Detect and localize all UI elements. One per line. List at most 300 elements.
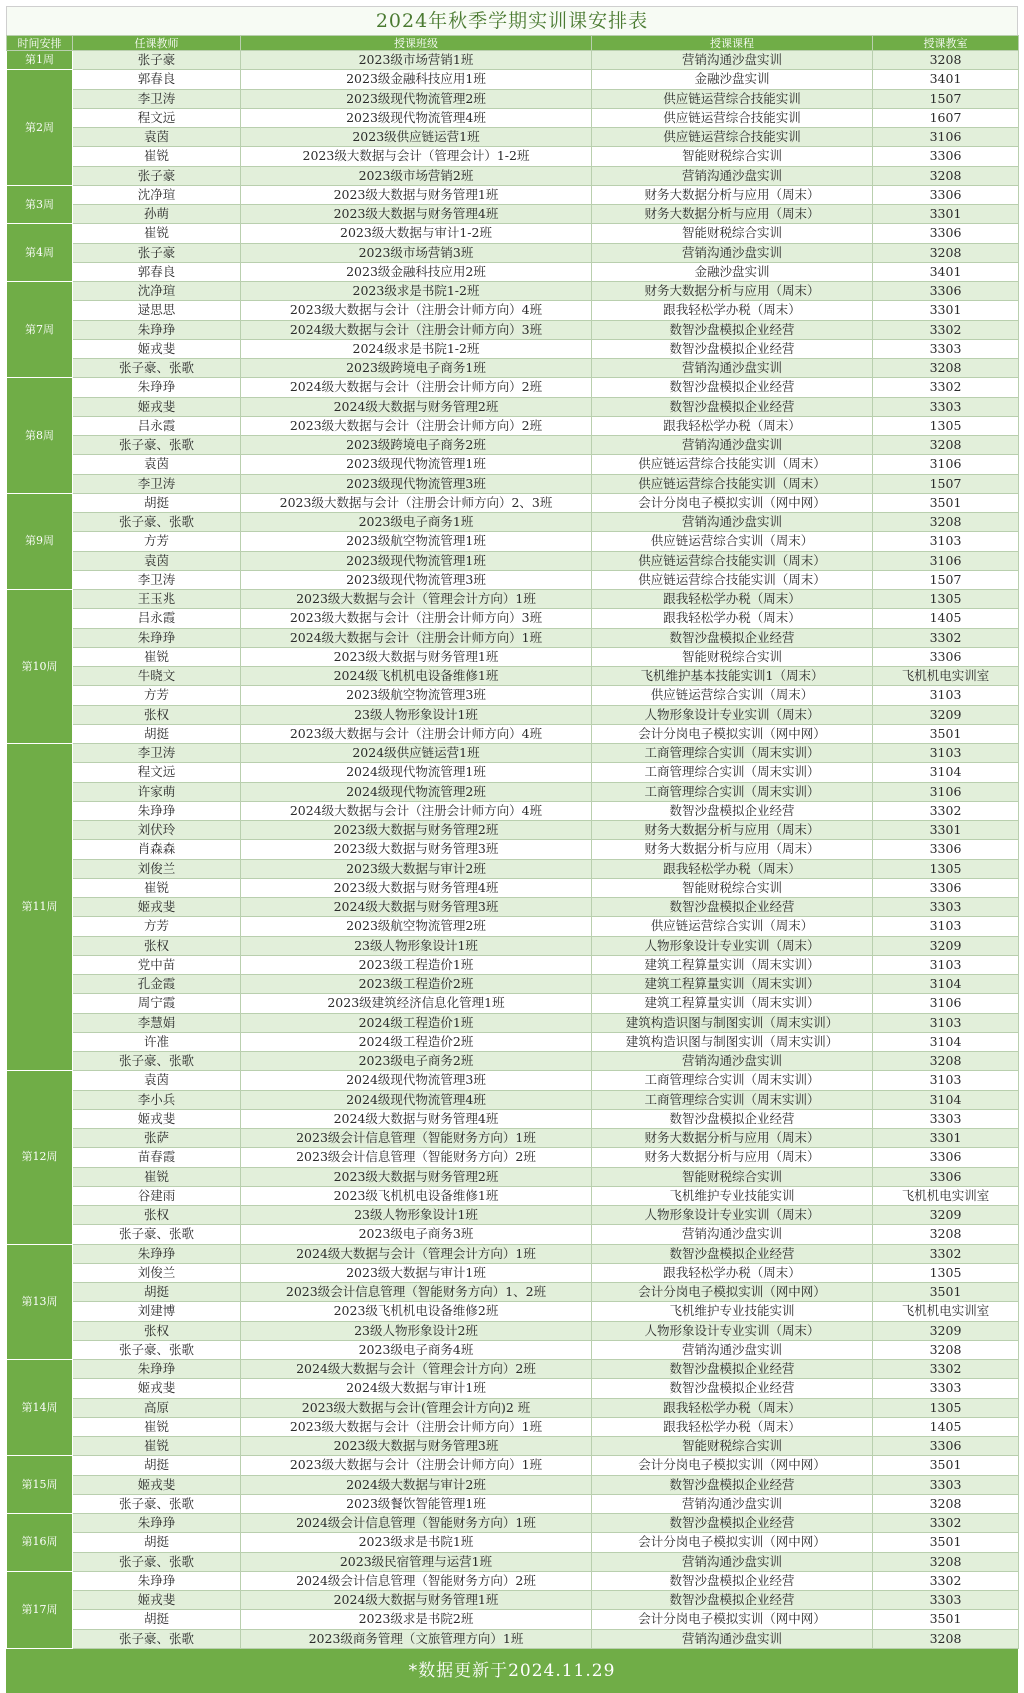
table-row [7,166,1019,185]
course-cell: 财务大数据分析与应用（周末） [592,1129,873,1148]
class-cell: 2023级金融科技应用1班 [241,70,592,89]
class-cell: 2023级现代物流管理3班 [241,474,592,493]
room-cell: 3302 [873,320,1019,339]
course-cell: 数智沙盘模拟企业经营 [592,1109,873,1128]
course-cell: 智能财税综合实训 [592,1167,873,1186]
table-row [7,724,1019,743]
teacher-cell: 崔锐 [73,1417,241,1436]
class-cell: 2023级大数据与会计（管理会计）1-2班 [241,147,592,166]
class-cell: 2023级大数据与会计（注册会计师方向）1班 [241,1417,592,1436]
room-cell: 3302 [873,378,1019,397]
room-cell: 3306 [873,1167,1019,1186]
table-row [7,1437,1019,1456]
class-cell: 2023级大数据与会计（注册会计师方向）2、3班 [241,493,592,512]
class-cell: 2024级会计信息管理（智能财务方向）2班 [241,1571,592,1590]
room-cell: 1507 [873,570,1019,589]
course-cell: 供应链运营综合技能实训（周末） [592,455,873,474]
class-cell: 2024级大数据与财务管理2班 [241,397,592,416]
table-row [7,1013,1019,1032]
table-row [7,782,1019,801]
week-cell: 第2周 [7,70,73,186]
class-cell: 2024级大数据与财务管理4班 [241,1109,592,1128]
room-cell: 3501 [873,1456,1019,1475]
table-row [7,301,1019,320]
class-cell: 2023级现代物流管理4班 [241,108,592,127]
room-cell: 1405 [873,609,1019,628]
table-row [7,378,1019,397]
course-cell: 数智沙盘模拟企业经营 [592,1514,873,1533]
table-row [7,89,1019,108]
room-cell: 飞机机电实训室 [873,1186,1019,1205]
course-cell: 跟我轻松学办税（周末） [592,1398,873,1417]
table-header-row [7,36,1019,51]
teacher-cell: 姬戎斐 [73,1475,241,1494]
class-cell: 2024级大数据与会计（注册会计师方向）1班 [241,628,592,647]
teacher-cell: 孔金霞 [73,975,241,994]
class-cell: 2023级跨境电子商务2班 [241,436,592,455]
teacher-cell: 郭春良 [73,262,241,281]
teacher-cell: 朱琤琤 [73,1571,241,1590]
table-row [7,185,1019,204]
course-cell: 数智沙盘模拟企业经营 [592,1360,873,1379]
class-cell: 2023级大数据与会计（注册会计师方向）2班 [241,416,592,435]
class-cell: 2023级市场营销2班 [241,166,592,185]
room-cell: 3302 [873,1571,1019,1590]
class-cell: 2023级工程造价2班 [241,975,592,994]
course-cell: 财务大数据分析与应用（周末） [592,1148,873,1167]
room-cell: 1607 [873,108,1019,127]
class-cell: 2023级现代物流管理1班 [241,551,592,570]
table-row [7,955,1019,974]
class-cell: 2023级飞机机电设备维修1班 [241,1186,592,1205]
table-row [7,455,1019,474]
course-cell: 财务大数据分析与应用（周末） [592,185,873,204]
course-cell: 供应链运营综合技能实训（周末） [592,570,873,589]
class-cell: 2023级飞机机电设备维修2班 [241,1302,592,1321]
course-cell: 数智沙盘模拟企业经营 [592,1591,873,1610]
table-row [7,647,1019,666]
class-cell: 2023级大数据与财务管理4班 [241,205,592,224]
course-cell: 智能财税综合实训 [592,224,873,243]
table-row [7,1071,1019,1090]
table-row [7,1514,1019,1533]
room-cell: 3301 [873,301,1019,320]
teacher-cell: 崔锐 [73,224,241,243]
table-row [7,1052,1019,1071]
class-cell: 2024级供应链运营1班 [241,744,592,763]
room-cell: 1305 [873,1263,1019,1282]
room-cell: 3303 [873,1591,1019,1610]
course-cell: 跟我轻松学办税（周末） [592,859,873,878]
room-cell: 3303 [873,1475,1019,1494]
class-cell: 2024级大数据与财务管理1班 [241,1591,592,1610]
course-cell: 营销沟通沙盘实训 [592,1494,873,1513]
teacher-cell: 肖森森 [73,840,241,859]
room-cell: 3208 [873,51,1019,70]
class-cell: 2023级会计信息管理（智能财务方向）1、2班 [241,1283,592,1302]
teacher-cell: 周宁霞 [73,994,241,1013]
course-cell: 人物形象设计专业实训（周末） [592,1206,873,1225]
room-cell: 3401 [873,70,1019,89]
teacher-cell: 胡挺 [73,1533,241,1552]
room-cell: 1305 [873,1398,1019,1417]
course-cell: 营销沟通沙盘实训 [592,243,873,262]
teacher-cell: 党中苗 [73,955,241,974]
room-cell: 3306 [873,840,1019,859]
table-row [7,1032,1019,1051]
class-cell: 23级人物形象设计1班 [241,936,592,955]
table-row [7,570,1019,589]
table-row [7,1494,1019,1513]
teacher-cell: 张权 [73,1206,241,1225]
class-cell: 2023级跨境电子商务1班 [241,359,592,378]
room-cell: 3104 [873,975,1019,994]
course-cell: 建筑工程算量实训（周末实训） [592,994,873,1013]
table-row [7,513,1019,532]
room-cell: 3106 [873,455,1019,474]
class-cell: 2023级大数据与会计（注册会计师方向）1班 [241,1456,592,1475]
table-row [7,1533,1019,1552]
table-row [7,397,1019,416]
course-cell: 会计分岗电子模拟实训（网中网） [592,1610,873,1629]
course-cell: 建筑构造识图与制图实训（周末实训） [592,1032,873,1051]
course-cell: 供应链运营综合实训（周末） [592,686,873,705]
course-cell: 营销沟通沙盘实训 [592,1629,873,1648]
class-cell: 2023级建筑经济信息化管理1班 [241,994,592,1013]
class-cell: 2023级求是书院1班 [241,1533,592,1552]
room-cell: 3501 [873,1283,1019,1302]
room-cell: 3208 [873,1629,1019,1648]
room-cell: 飞机机电实训室 [873,667,1019,686]
table-row [7,243,1019,262]
table-row [7,1591,1019,1610]
course-cell: 营销沟通沙盘实训 [592,1225,873,1244]
schedule-table [6,35,1019,1649]
table-row [7,994,1019,1013]
teacher-cell: 吕永霞 [73,609,241,628]
table-row [7,1552,1019,1571]
class-cell: 2024级现代物流管理3班 [241,1071,592,1090]
room-cell: 3306 [873,1148,1019,1167]
teacher-cell: 张子豪 [73,166,241,185]
class-cell: 2024级现代物流管理2班 [241,782,592,801]
table-row [7,975,1019,994]
week-cell: 第3周 [7,185,73,224]
class-cell: 2023级会计信息管理（智能财务方向）1班 [241,1129,592,1148]
course-cell: 金融沙盘实训 [592,262,873,281]
class-cell: 2023级大数据与审计2班 [241,859,592,878]
table-row [7,1417,1019,1436]
class-cell: 2023级会计信息管理（智能财务方向）2班 [241,1148,592,1167]
teacher-cell: 朱琤琤 [73,1514,241,1533]
room-cell: 3301 [873,205,1019,224]
room-cell: 3104 [873,1032,1019,1051]
course-cell: 供应链运营综合技能实训（周末） [592,474,873,493]
teacher-cell: 袁茵 [73,1071,241,1090]
teacher-cell: 张子豪、张歌 [73,513,241,532]
teacher-cell: 沈净瑄 [73,282,241,301]
room-cell: 3208 [873,1340,1019,1359]
course-cell: 数智沙盘模拟企业经营 [592,1379,873,1398]
course-cell: 跟我轻松学办税（周末） [592,590,873,609]
room-cell: 3306 [873,185,1019,204]
class-cell: 2024级现代物流管理1班 [241,763,592,782]
week-cell: 第8周 [7,378,73,494]
room-cell: 3104 [873,763,1019,782]
teacher-cell: 程文远 [73,108,241,127]
room-cell: 3303 [873,397,1019,416]
table-row [7,1148,1019,1167]
class-cell: 2024级大数据与会计（注册会计师方向）3班 [241,320,592,339]
teacher-cell: 张子豪、张歌 [73,1225,241,1244]
teacher-cell: 崔锐 [73,878,241,897]
table-row [7,1340,1019,1359]
room-cell: 3103 [873,532,1019,551]
table-row [7,282,1019,301]
class-cell: 2024级大数据与会计（管理会计方向）2班 [241,1360,592,1379]
teacher-cell: 苗春霞 [73,1148,241,1167]
table-row [7,859,1019,878]
table-row [7,898,1019,917]
table-row [7,224,1019,243]
course-cell: 飞机维护专业技能实训 [592,1302,873,1321]
table-row [7,763,1019,782]
room-cell: 3501 [873,493,1019,512]
course-cell: 跟我轻松学办税（周末） [592,1263,873,1282]
table-row [7,205,1019,224]
class-cell: 2023级航空物流管理3班 [241,686,592,705]
room-cell: 3106 [873,994,1019,1013]
teacher-cell: 胡挺 [73,724,241,743]
class-cell: 2024级大数据与审计2班 [241,1475,592,1494]
class-cell: 2023级现代物流管理2班 [241,89,592,108]
table-row [7,744,1019,763]
teacher-cell: 刘俊兰 [73,859,241,878]
table-row [7,686,1019,705]
table-row [7,436,1019,455]
course-cell: 供应链运营综合实训（周末） [592,917,873,936]
course-cell: 工商管理综合实训（周末实训） [592,744,873,763]
class-cell: 2023级大数据与财务管理2班 [241,821,592,840]
teacher-cell: 谷建雨 [73,1186,241,1205]
teacher-cell: 崔锐 [73,1437,241,1456]
course-cell: 财务大数据分析与应用（周末） [592,821,873,840]
teacher-cell: 袁茵 [73,128,241,147]
table-row [7,936,1019,955]
class-cell: 2023级民宿管理与运营1班 [241,1552,592,1571]
class-cell: 2023级大数据与审计1班 [241,1263,592,1282]
course-cell: 数智沙盘模拟企业经营 [592,898,873,917]
class-cell: 23级人物形象设计1班 [241,705,592,724]
course-cell: 营销沟通沙盘实训 [592,359,873,378]
teacher-cell: 张子豪 [73,51,241,70]
table-row [7,821,1019,840]
teacher-cell: 李卫涛 [73,89,241,108]
class-cell: 2024级现代物流管理4班 [241,1090,592,1109]
table-row [7,1379,1019,1398]
course-cell: 工商管理综合实训（周末实训） [592,1090,873,1109]
course-cell: 供应链运营综合实训（周末） [592,532,873,551]
table-row [7,551,1019,570]
teacher-cell: 张权 [73,705,241,724]
class-cell: 2023级大数据与会计（注册会计师方向）4班 [241,301,592,320]
header-room: 授课教室 [873,36,1019,51]
room-cell: 3209 [873,936,1019,955]
teacher-cell: 张权 [73,936,241,955]
teacher-cell: 朱琤琤 [73,628,241,647]
table-row [7,51,1019,70]
room-cell: 1405 [873,1417,1019,1436]
room-cell: 3103 [873,744,1019,763]
class-cell: 23级人物形象设计2班 [241,1321,592,1340]
table-row [7,1571,1019,1590]
class-cell: 2023级航空物流管理1班 [241,532,592,551]
table-row [7,108,1019,127]
table-row [7,70,1019,89]
teacher-cell: 姬戎斐 [73,397,241,416]
table-row [7,1283,1019,1302]
class-cell: 2024级求是书院1-2班 [241,339,592,358]
class-cell: 2024级大数据与财务管理3班 [241,898,592,917]
course-cell: 会计分岗电子模拟实训（网中网） [592,724,873,743]
class-cell: 2023级大数据与财务管理1班 [241,185,592,204]
room-cell: 1507 [873,474,1019,493]
teacher-cell: 胡挺 [73,1456,241,1475]
course-cell: 数智沙盘模拟企业经营 [592,1244,873,1263]
teacher-cell: 吕永霞 [73,416,241,435]
course-cell: 跟我轻松学办税（周末） [592,301,873,320]
teacher-cell: 沈净瑄 [73,185,241,204]
course-cell: 供应链运营综合技能实训（周末） [592,551,873,570]
teacher-cell: 张子豪、张歌 [73,359,241,378]
table-row [7,705,1019,724]
course-cell: 供应链运营综合技能实训 [592,89,873,108]
teacher-cell: 朱琤琤 [73,378,241,397]
room-cell: 3106 [873,782,1019,801]
room-cell: 3302 [873,1360,1019,1379]
teacher-cell: 逯思思 [73,301,241,320]
teacher-cell: 牛晓文 [73,667,241,686]
course-cell: 营销沟通沙盘实训 [592,51,873,70]
teacher-cell: 袁茵 [73,551,241,570]
room-cell: 3106 [873,551,1019,570]
course-cell: 跟我轻松学办税（周末） [592,416,873,435]
room-cell: 3306 [873,647,1019,666]
class-cell: 2024级工程造价1班 [241,1013,592,1032]
class-cell: 2023级大数据与审计1-2班 [241,224,592,243]
class-cell: 2023级大数据与财务管理1班 [241,647,592,666]
course-cell: 智能财税综合实训 [592,878,873,897]
room-cell: 3401 [873,262,1019,281]
room-cell: 3209 [873,705,1019,724]
table-row [7,1610,1019,1629]
week-cell: 第12周 [7,1071,73,1244]
room-cell: 3103 [873,1013,1019,1032]
table-row [7,1398,1019,1417]
class-cell: 2023级大数据与财务管理3班 [241,840,592,859]
course-cell: 数智沙盘模拟企业经营 [592,320,873,339]
teacher-cell: 李慧娟 [73,1013,241,1032]
course-cell: 供应链运营综合技能实训 [592,128,873,147]
course-cell: 金融沙盘实训 [592,70,873,89]
course-cell: 智能财税综合实训 [592,1437,873,1456]
week-cell: 第13周 [7,1244,73,1360]
course-cell: 数智沙盘模拟企业经营 [592,397,873,416]
room-cell: 3301 [873,821,1019,840]
teacher-cell: 程文远 [73,763,241,782]
room-cell: 3103 [873,1071,1019,1090]
teacher-cell: 方芳 [73,686,241,705]
room-cell: 3501 [873,1533,1019,1552]
course-cell: 营销沟通沙盘实训 [592,1552,873,1571]
teacher-cell: 崔锐 [73,647,241,666]
table-row [7,878,1019,897]
teacher-cell: 张权 [73,1321,241,1340]
schedule-body [7,51,1019,1649]
class-cell: 2023级航空物流管理2班 [241,917,592,936]
room-cell: 3208 [873,1052,1019,1071]
room-cell: 飞机机电实训室 [873,1302,1019,1321]
room-cell: 3302 [873,801,1019,820]
course-cell: 营销沟通沙盘实训 [592,1340,873,1359]
class-cell: 2023级电子商务3班 [241,1225,592,1244]
teacher-cell: 李卫涛 [73,474,241,493]
course-cell: 营销沟通沙盘实训 [592,166,873,185]
class-cell: 2023级现代物流管理3班 [241,570,592,589]
class-cell: 2023级大数据与会计（注册会计师方向）3班 [241,609,592,628]
class-cell: 2023级商务管理（文旅管理方向）1班 [241,1629,592,1648]
class-cell: 2024级飞机机电设备维修1班 [241,667,592,686]
table-row [7,532,1019,551]
teacher-cell: 朱琤琤 [73,320,241,339]
table-row [7,628,1019,647]
course-cell: 数智沙盘模拟企业经营 [592,801,873,820]
table-row [7,262,1019,281]
room-cell: 3103 [873,686,1019,705]
table-row [7,1302,1019,1321]
course-cell: 数智沙盘模拟企业经营 [592,378,873,397]
teacher-cell: 张子豪、张歌 [73,436,241,455]
room-cell: 1305 [873,859,1019,878]
class-cell: 23级人物形象设计1班 [241,1206,592,1225]
course-cell: 建筑工程算量实训（周末实训） [592,955,873,974]
course-cell: 工商管理综合实训（周末实训） [592,763,873,782]
course-cell: 建筑构造识图与制图实训（周末实训） [592,1013,873,1032]
update-note: *数据更新于2024.11.29 [6,1649,1018,1693]
table-row [7,128,1019,147]
room-cell: 3303 [873,898,1019,917]
week-cell: 第16周 [7,1514,73,1572]
table-row [7,1109,1019,1128]
teacher-cell: 刘伏玲 [73,821,241,840]
class-cell: 2024级会计信息管理（智能财务方向）1班 [241,1514,592,1533]
table-row [7,667,1019,686]
table-row [7,1186,1019,1205]
room-cell: 3103 [873,917,1019,936]
room-cell: 3302 [873,628,1019,647]
teacher-cell: 张子豪、张歌 [73,1552,241,1571]
course-cell: 数智沙盘模拟企业经营 [592,339,873,358]
course-cell: 营销沟通沙盘实训 [592,513,873,532]
class-cell: 2023级市场营销1班 [241,51,592,70]
teacher-cell: 姬戎斐 [73,1379,241,1398]
class-cell: 2023级市场营销3班 [241,243,592,262]
room-cell: 3303 [873,1109,1019,1128]
class-cell: 2024级工程造价2班 [241,1032,592,1051]
table-row [7,1321,1019,1340]
table-row [7,840,1019,859]
teacher-cell: 张子豪、张歌 [73,1629,241,1648]
